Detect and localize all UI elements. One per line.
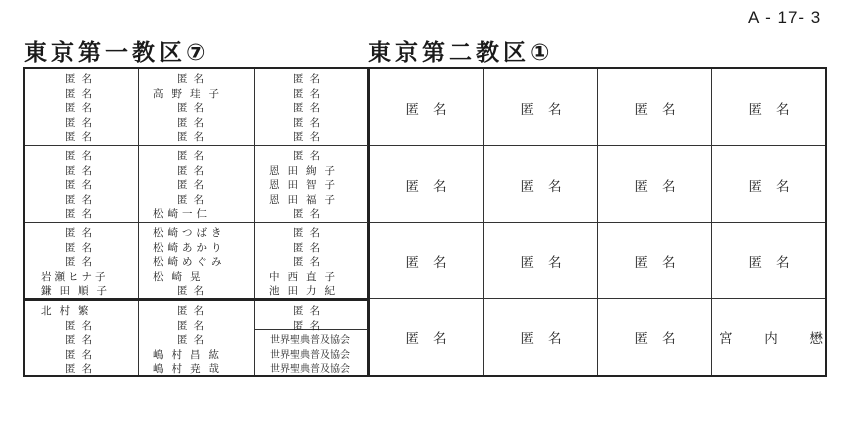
person-name: 匿名 [177, 116, 210, 129]
person-name: 匿名 [177, 334, 210, 346]
large-name: 匿名 [405, 102, 461, 118]
person-name: 恩田絢子 [269, 164, 343, 177]
person-name: 世界聖典普及協会 [270, 349, 350, 361]
person-name: 匿名 [293, 150, 326, 162]
large-name: 匿名 [405, 255, 461, 271]
name-character: 内 [764, 331, 778, 347]
large-name: 匿名 [634, 179, 690, 195]
large-name: 匿名 [634, 331, 690, 347]
person-name: 岩瀬ヒナ子 [41, 270, 109, 283]
person-name: 匿名 [177, 73, 210, 85]
person-name: 匿名 [65, 87, 98, 100]
name-cell [25, 69, 138, 145]
row-divider [370, 145, 825, 146]
right-district-title: 東京第二教区① [368, 40, 554, 66]
person-name: 松崎めぐみ [153, 256, 226, 268]
person-name: 匿名 [177, 179, 210, 191]
person-name: 匿名 [65, 208, 98, 220]
name-cell [255, 223, 367, 299]
person-name: 恩田福子 [269, 193, 343, 206]
person-name: 匿名 [293, 102, 326, 114]
name-cell [139, 223, 254, 299]
person-name: 匿名 [293, 305, 326, 317]
person-name: 匿名 [293, 87, 326, 100]
left-district-title: 東京第一教区⑦ [24, 40, 210, 66]
person-name: 匿名 [65, 319, 98, 332]
name-cell [255, 69, 367, 145]
person-name: 匿名 [65, 363, 98, 375]
name-cell [139, 69, 254, 145]
large-name [719, 327, 823, 347]
person-name: 池田力紀 [269, 285, 343, 297]
person-name: 松崎つばき [153, 227, 226, 239]
person-name: 匿名 [177, 164, 210, 177]
row-divider [370, 298, 825, 299]
person-name: 匿名 [177, 150, 210, 162]
person-name: 匿名 [65, 131, 98, 143]
person-name: 松崎晃 [153, 270, 209, 283]
person-name: 匿名 [293, 241, 326, 254]
person-name: 鎌田順子 [41, 285, 115, 297]
person-name: 匿名 [65, 179, 98, 191]
person-name: 松崎あかり [153, 241, 226, 254]
large-name: 匿名 [520, 255, 576, 271]
person-name: 匿名 [177, 319, 210, 332]
person-name: 匿名 [177, 305, 210, 317]
person-name: 嶋村尭哉 [153, 363, 227, 375]
person-name: 匿名 [65, 164, 98, 177]
person-name: 匿名 [65, 102, 98, 114]
large-name: 匿名 [405, 331, 461, 347]
name-cell [139, 146, 254, 222]
large-name: 匿名 [748, 179, 804, 195]
person-name: 匿名 [293, 131, 326, 143]
name-character: 宮 [719, 331, 733, 347]
name-cell [25, 223, 138, 299]
name-cell [255, 146, 367, 222]
person-name: 嶋村昌紘 [153, 348, 227, 361]
large-name: 匿名 [748, 102, 804, 118]
large-name: 匿名 [405, 179, 461, 195]
person-name: 匿名 [65, 116, 98, 129]
person-name: 匿名 [65, 334, 98, 346]
person-name: 匿名 [65, 193, 98, 206]
name-character: 懋 [809, 331, 823, 347]
name-cell [25, 146, 138, 222]
person-name: 匿名 [65, 73, 98, 85]
large-name: 匿名 [520, 102, 576, 118]
large-name: 匿名 [634, 255, 690, 271]
name-cell [139, 301, 254, 377]
document-code: A - 17- 3 [748, 8, 822, 27]
person-name: 匿名 [293, 116, 326, 129]
person-name: 中西直子 [269, 270, 343, 283]
person-name: 匿名 [177, 285, 210, 297]
name-table [23, 67, 827, 377]
row-divider [370, 222, 825, 223]
person-name: 匿名 [293, 256, 326, 268]
person-name: 匿名 [293, 319, 326, 332]
person-name: 匿名 [65, 348, 98, 361]
person-name: 匿名 [65, 227, 98, 239]
person-name: 匿名 [177, 131, 210, 143]
person-name: 世界聖典普及協会 [270, 364, 350, 375]
person-name: 匿名 [293, 73, 326, 85]
large-name: 匿名 [520, 331, 576, 347]
name-cell [255, 301, 367, 378]
person-name: 恩田智子 [269, 179, 343, 191]
person-name: 匿名 [293, 227, 326, 239]
person-name: 北村繁 [41, 305, 97, 317]
person-name: 匿名 [65, 150, 98, 162]
person-name: 匿名 [65, 256, 98, 268]
person-name: 匿名 [177, 102, 210, 114]
person-name: 匿名 [65, 241, 98, 254]
name-cell [25, 301, 138, 377]
person-name: 匿名 [293, 208, 326, 220]
large-name: 匿名 [520, 179, 576, 195]
person-name: 匿名 [177, 193, 210, 206]
large-name: 匿名 [634, 102, 690, 118]
person-name: 世界聖典普及協会 [270, 335, 350, 346]
large-name: 匿名 [748, 255, 804, 271]
person-name: 高野珪子 [153, 87, 227, 100]
person-name: 松崎一仁 [153, 208, 211, 220]
